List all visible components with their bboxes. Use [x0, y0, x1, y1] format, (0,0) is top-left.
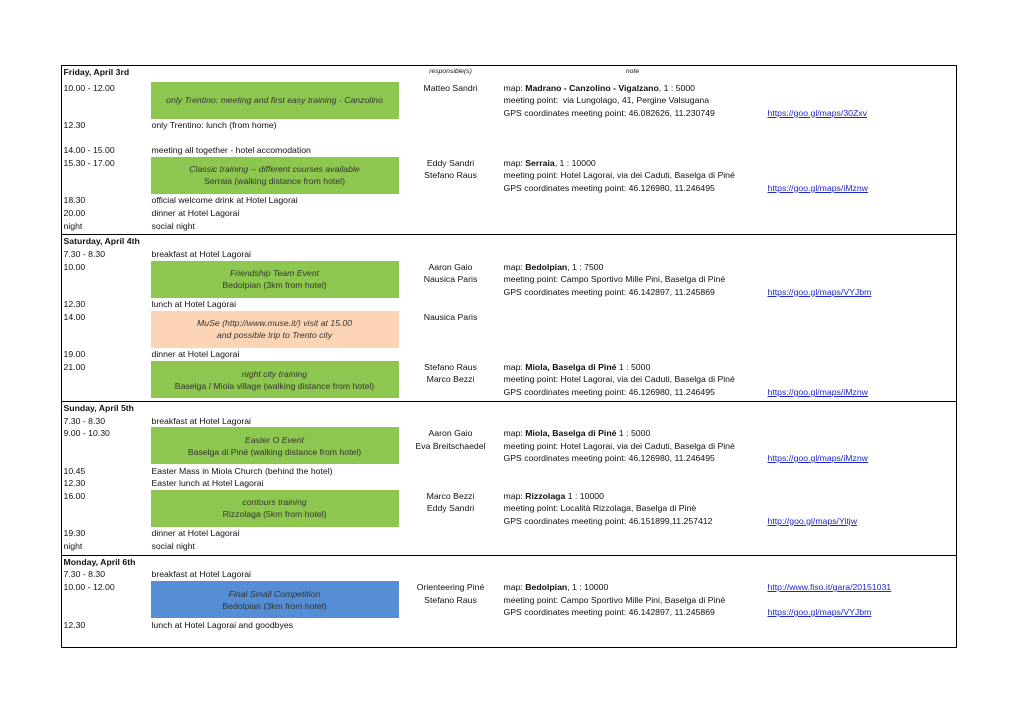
- time-cell: 10.00 - 12.00: [63, 582, 115, 592]
- responsible-cell: [401, 261, 501, 286]
- time-cell: 7.30 - 8.30: [63, 569, 106, 580]
- time-cell: 10.00 - 12.00: [63, 82, 115, 93]
- event-box-line: Classic training -- different courses available: [189, 164, 360, 175]
- schedule-row: [62, 540, 956, 553]
- note-gps-coordinates: GPS coordinates meeting point: 46.082626, 11.230749: [503, 107, 715, 118]
- time-cell: 9.00 - 10.30: [63, 428, 110, 439]
- responsible-name: Aaron Gaio: [428, 428, 473, 439]
- blank-row: [62, 132, 956, 145]
- map-prefix: map:: [503, 82, 526, 93]
- schedule-row: [62, 465, 956, 478]
- schedule-row: [62, 298, 956, 311]
- link-cell: [768, 427, 868, 465]
- schedule-row: [62, 311, 956, 349]
- schedule-row: [62, 527, 956, 540]
- link-cell: [768, 361, 868, 399]
- schedule-row: [62, 261, 956, 299]
- note-meeting-point: meeting point: via Lungolago, 41, Pergine Valsugana: [503, 95, 710, 106]
- link-slot: [768, 94, 867, 107]
- responsible-cell: [401, 427, 501, 452]
- link-slot: [768, 82, 867, 95]
- schedule-row: [62, 144, 956, 157]
- day-heading-row: [62, 402, 956, 415]
- event-box-line: Friendship Team Event: [229, 268, 319, 279]
- map-scale: , 1 : 10000: [567, 582, 609, 592]
- note-meeting-point: meeting point: Campo Sportivo Mille Pini, Baselga di Piné: [503, 274, 726, 285]
- day-section: [62, 66, 956, 234]
- map-name: Miola, Baselga di Piné: [525, 428, 617, 439]
- activity-cell: dinner at Hotel Lagorai: [151, 528, 240, 539]
- time-cell: 15.30 - 17.00: [63, 157, 115, 168]
- note-cell: [504, 581, 726, 619]
- note-gps-coordinates: GPS coordinates meeting point: 46.126980, 11.246495: [503, 453, 715, 464]
- schedule-row: [62, 477, 956, 490]
- map-name: Serraia: [525, 157, 555, 168]
- link-slot: [768, 427, 868, 440]
- event-box: [151, 427, 399, 464]
- map-link[interactable]: https://goo.gl/maps/iMznw: [767, 387, 868, 398]
- note-cell: [504, 157, 735, 195]
- time-cell: 12.30: [63, 478, 86, 489]
- activity-cell: Easter lunch at Hotel Lagorai: [151, 478, 264, 489]
- link-slot: [768, 107, 867, 120]
- map-link[interactable]: http://www.fiso.it/gara/20151031: [767, 582, 892, 592]
- responsible-cell: [401, 157, 501, 182]
- schedule-row: [62, 157, 956, 195]
- activity-cell: breakfast at Hotel Lagorai: [151, 249, 251, 259]
- event-box-line: and possible trip to Trento city: [216, 330, 333, 341]
- map-scale: , 1 : 7500: [567, 261, 604, 272]
- link-cell: [768, 490, 858, 528]
- time-cell: 20.00: [63, 207, 86, 218]
- day-section: [62, 555, 956, 634]
- event-box-line: MuSe (http://www.muse.it/) visit at 15.00: [197, 318, 352, 329]
- note-cell: [504, 427, 735, 465]
- note-map-line: [504, 490, 713, 503]
- schedule-row: [62, 415, 956, 428]
- event-box: [151, 82, 399, 119]
- map-name: Bedolpian: [525, 582, 568, 592]
- day-heading-row: [62, 235, 956, 248]
- link-slot: [768, 440, 868, 453]
- link-slot: [768, 157, 868, 170]
- map-name: Madrano - Canzolino - Vigalzano: [525, 82, 659, 93]
- responsible-cell: [401, 82, 501, 95]
- note-cell: [504, 361, 735, 399]
- map-scale: 1 : 5000: [616, 428, 651, 439]
- responsible-name: Marco Bezzi: [426, 490, 475, 501]
- time-cell: 12.30: [63, 120, 86, 131]
- map-link[interactable]: https://goo.gl/maps/iMznw: [767, 453, 868, 464]
- schedule-table: [61, 65, 957, 648]
- note-meeting-point: meeting point: Campo Sportivo Mille Pini, Baselga di Piné: [503, 594, 726, 605]
- event-box-line: contours training: [242, 497, 307, 508]
- responsible-name: Stefano Raus: [424, 170, 477, 181]
- link-slot: [768, 373, 868, 386]
- note-cell: [504, 82, 715, 120]
- event-box: [151, 361, 399, 398]
- map-link[interactable]: https://goo.gl/maps/VYJbm: [767, 607, 872, 618]
- schedule-row: [62, 194, 956, 207]
- map-scale: 1 : 10000: [565, 490, 604, 501]
- activity-cell: dinner at Hotel Lagorai: [151, 349, 240, 360]
- time-cell: 19.30: [63, 528, 86, 539]
- link-slot: [768, 286, 872, 299]
- schedule-row: [62, 82, 956, 120]
- note-meeting-point: meeting point: Hotel Lagorai, via dei Caduti, Baselga di Piné: [503, 170, 735, 181]
- time-cell: 7.30 - 8.30: [63, 415, 106, 426]
- map-name: Bedolpian: [525, 261, 568, 272]
- schedule-row: [62, 119, 956, 132]
- responsible-name: Stefano Raus: [424, 594, 477, 605]
- activity-cell: meeting all together - hotel accomodation: [151, 145, 311, 156]
- time-cell: 12.30: [63, 619, 86, 630]
- activity-cell: breakfast at Hotel Lagorai: [151, 415, 251, 426]
- link-slot: [768, 606, 892, 619]
- schedule-row: [62, 220, 956, 233]
- schedule-row: [62, 248, 956, 261]
- event-box-line: Baselga / Miola village (walking distance from hotel): [174, 380, 375, 391]
- time-cell: 14.00: [63, 311, 86, 322]
- time-cell: 18.30: [63, 195, 86, 206]
- event-box-line: Serraia (walking distance from hotel): [204, 176, 345, 187]
- note-map-line: [504, 427, 735, 440]
- note-gps-coordinates: GPS coordinates meeting point: 46.151899,11.257412: [503, 515, 713, 526]
- time-cell: 14.00 - 15.00: [63, 145, 115, 156]
- note-gps-coordinates: GPS coordinates meeting point: 46.126980, 11.246495: [503, 387, 715, 398]
- schedule-row: [62, 427, 956, 465]
- link-slot: [768, 273, 872, 286]
- event-box-line: Bedolpian (3km from hotel): [222, 600, 327, 611]
- link-slot: [768, 594, 892, 607]
- responsible-cell: [401, 311, 501, 324]
- note-gps-coordinates: GPS coordinates meeting point: 46.126980, 11.246495: [503, 182, 715, 193]
- activity-cell: lunch at Hotel Lagorai: [151, 299, 237, 310]
- responsible-name: Nausica Paris: [423, 311, 478, 322]
- link-slot: [768, 361, 868, 374]
- map-name: Rizzolaga: [525, 490, 566, 501]
- schedule-row: [62, 348, 956, 361]
- time-cell: 10.45: [63, 465, 86, 476]
- note-map-line: [504, 361, 735, 374]
- event-box: [151, 490, 399, 527]
- day-heading: Sunday, April 5th: [63, 402, 134, 413]
- note-cell: [504, 490, 713, 528]
- responsible-cell: [401, 581, 501, 606]
- responsible-name: Marco Bezzi: [426, 374, 475, 385]
- responsible-name: Eddy Sandri: [426, 157, 475, 168]
- note-gps-coordinates: GPS coordinates meeting point: 46.142897, 11.245869: [503, 607, 715, 618]
- day-heading: Friday, April 3rd: [63, 67, 130, 77]
- note-map-line: [504, 157, 735, 170]
- event-box-line: night city training: [241, 368, 308, 379]
- event-box-line: Bedolpian (3km from hotel): [222, 280, 327, 291]
- link-cell: [768, 581, 892, 619]
- link-slot: [768, 502, 858, 515]
- event-box-line: Rizzolaga (5km from hotel): [222, 509, 327, 520]
- note-meeting-point: meeting point: Località Rizzolaga, Baselga di Pinè: [503, 503, 697, 514]
- note-map-line: [504, 581, 726, 594]
- link-slot: [768, 581, 892, 594]
- note-column-header: note: [625, 68, 640, 75]
- event-box-line: Easter O Event: [245, 434, 304, 445]
- responsible-name: Eddy Sandri: [426, 503, 475, 514]
- map-scale: , 1 : 5000: [658, 82, 696, 93]
- activity-cell: dinner at Hotel Lagorai: [151, 207, 240, 218]
- activity-cell: official welcome drink at Hotel Lagorai: [151, 195, 298, 206]
- map-name: Miola, Baselga di Piné: [525, 361, 617, 372]
- link-cell: [768, 157, 868, 195]
- link-slot: [768, 452, 868, 465]
- link-slot: [768, 386, 868, 399]
- responsible-name: Orienteering Piné: [416, 582, 485, 592]
- map-prefix: map:: [503, 428, 526, 439]
- map-link[interactable]: https://goo.gl/maps/VYJbm: [767, 286, 872, 297]
- schedule-row: [62, 490, 956, 528]
- link-slot: [768, 169, 868, 182]
- link-cell: [768, 261, 872, 299]
- responsible-cell: [401, 361, 501, 386]
- event-box: [151, 581, 399, 618]
- schedule-row: [62, 619, 956, 632]
- time-cell: 12.30: [63, 299, 86, 310]
- activity-cell: social night: [151, 220, 195, 231]
- event-box-line: Baselga di Piné (walking distance from hotel): [187, 446, 362, 457]
- schedule-row: [62, 581, 956, 619]
- schedule-row: [62, 207, 956, 220]
- event-box-line: only Trentino: meeting and first easy training - Canzolino: [166, 95, 383, 106]
- schedule-row: [62, 568, 956, 581]
- map-prefix: map:: [503, 157, 526, 168]
- map-prefix: map:: [503, 261, 526, 272]
- note-gps-coordinates: GPS coordinates meeting point: 46.142897, 11.245869: [503, 286, 715, 297]
- link-slot: [768, 515, 858, 528]
- day-heading-row: [62, 556, 956, 569]
- time-cell: night: [63, 220, 83, 231]
- activity-cell: Easter Mass in Miola Church (behind the hotel): [151, 465, 333, 476]
- event-box-line: Final Small Competition: [228, 588, 321, 599]
- map-link[interactable]: https://goo.gl/maps/30Zxv: [767, 107, 867, 118]
- map-prefix: map:: [503, 582, 526, 592]
- responsible-name: Eva Breitschaedel: [415, 440, 486, 451]
- activity-cell: lunch at Hotel Lagorai and goodbyes: [151, 619, 294, 630]
- link-slot: [768, 182, 868, 195]
- map-scale: 1 : 5000: [616, 361, 651, 372]
- day-section: [62, 234, 956, 401]
- responsible-name: Aaron Gaio: [428, 261, 473, 272]
- day-heading-row: [62, 66, 956, 82]
- note-map-line: [504, 82, 715, 95]
- activity-cell: social night: [151, 540, 195, 551]
- responsible-name: Matteo Sandri: [423, 82, 478, 93]
- note-meeting-point: meeting point: Hotel Lagorai, via dei Caduti, Baselga di Piné: [503, 440, 735, 451]
- day-section: [62, 401, 956, 555]
- note-map-line: [504, 261, 726, 274]
- map-link[interactable]: http://goo.gl/maps/Yitjw: [767, 515, 857, 526]
- map-scale: , 1 : 10000: [554, 157, 596, 168]
- map-link[interactable]: https://goo.gl/maps/iMznw: [767, 182, 868, 193]
- link-slot: [768, 261, 872, 274]
- time-cell: 19.00: [63, 349, 86, 360]
- link-slot: [768, 490, 858, 503]
- time-cell: 16.00: [63, 490, 86, 501]
- responsible-column-header: responsible(s): [429, 68, 472, 75]
- note-cell: [504, 261, 726, 299]
- activity-cell: breakfast at Hotel Lagorai: [151, 569, 251, 580]
- time-cell: 21.00: [63, 361, 86, 372]
- event-box: [151, 311, 399, 348]
- event-box: [151, 261, 399, 298]
- responsible-name: Nausica Paris: [423, 274, 478, 285]
- activity-cell: only Trentino: lunch (from home): [151, 120, 277, 131]
- responsible-name: Stefano Raus: [424, 361, 477, 372]
- day-heading: Saturday, April 4th: [63, 236, 140, 247]
- responsible-cell: [401, 490, 501, 515]
- schedule-row: [62, 361, 956, 399]
- event-box: [151, 157, 399, 194]
- day-heading: Monday, April 6th: [63, 556, 136, 567]
- link-cell: [768, 82, 867, 120]
- map-prefix: map:: [503, 361, 526, 372]
- note-meeting-point: meeting point: Hotel Lagorai, via dei Caduti, Baselga di Piné: [503, 374, 735, 385]
- map-prefix: map:: [503, 490, 526, 501]
- time-cell: 7.30 - 8.30: [63, 249, 106, 259]
- time-cell: 10.00: [63, 261, 86, 272]
- time-cell: night: [63, 540, 83, 551]
